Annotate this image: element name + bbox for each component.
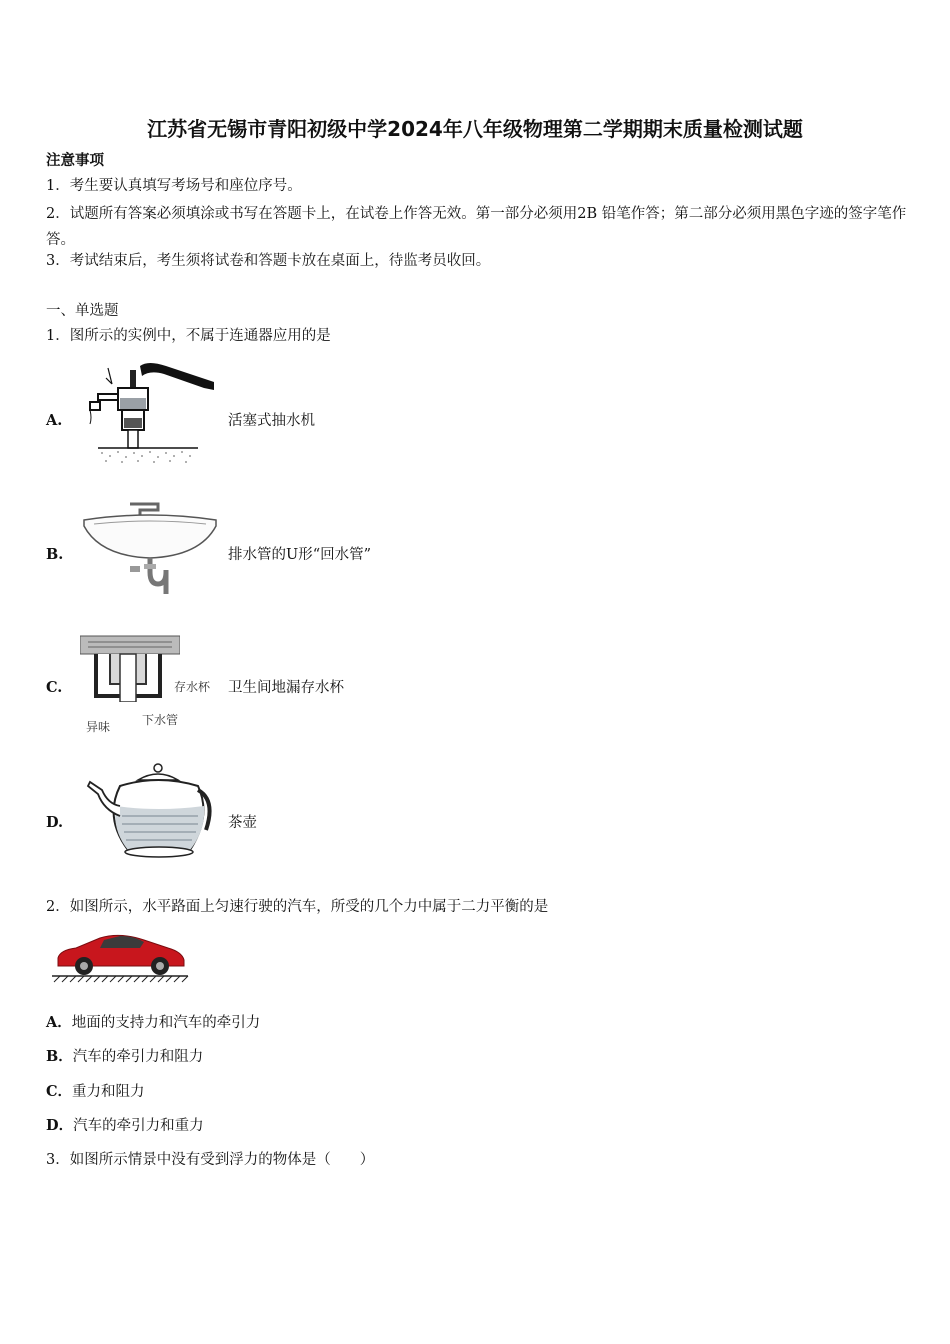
drain-pipe-label: 下水管 (142, 713, 179, 727)
q2-option-d (46, 1116, 204, 1136)
piston-pump-figure (78, 360, 223, 468)
notice-heading: 注意事项 (46, 152, 104, 169)
section-heading: 一、单选题 (46, 303, 119, 319)
q1-option-b-text: 排水管的U形“回水管” (228, 547, 372, 563)
q2-option-d-letter: D． (46, 1117, 74, 1134)
q2-option-d-text: 汽车的牵引力和重力 (73, 1118, 204, 1134)
notice-item-1: 1．考生要认真填写考场号和座位序号。 (46, 178, 302, 194)
teapot-figure (80, 760, 215, 865)
q2-option-b-text: 汽车的牵引力和阻力 (72, 1049, 204, 1065)
page-title: 江苏省无锡市青阳初级中学2024年八年级物理第二学期期末质量检测试题 (147, 117, 803, 141)
drain-cup-label: 存水杯 (174, 680, 211, 694)
q1-option-a-letter: A. (46, 412, 63, 429)
q1-option-c-text: 卫生间地漏存水杯 (228, 680, 344, 696)
red-car-figure (50, 928, 190, 984)
notice-item-2: 2．试题所有答案必须填涂或书写在答题卡上，在试卷上作答无效。第一部分必须用2B 铅笔作答；第二部分必须用黑色字迹的签字笔作答。 (46, 206, 907, 248)
q2-option-c (46, 1082, 145, 1102)
q1-option-a-text: 活塞式抽水机 (228, 413, 315, 429)
drain-odor-label: 异味 (86, 720, 111, 734)
notice-item-3: 3．考试结束后，考生须将试卷和答题卡放在桌面上，待监考员收回。 (46, 253, 491, 269)
q2-option-a-text: 地面的支持力和汽车的牵引力 (71, 1015, 261, 1031)
q2-option-c-letter: C． (46, 1083, 73, 1100)
q2-option-a (46, 1013, 260, 1033)
question-2-stem: 2．如图所示，水平路面上匀速行驶的汽车，所受的几个力中属于二力平衡的是 (46, 899, 549, 915)
sink-u-trap-figure (80, 500, 220, 600)
q2-option-b-letter: B． (46, 1048, 73, 1065)
question-1-stem: 1．图所示的实例中，不属于连通器应用的是 (46, 328, 331, 344)
q1-option-b-letter: B. (46, 546, 64, 563)
q1-option-d-text: 茶壶 (228, 815, 257, 831)
floor-drain-figure (80, 632, 180, 702)
q1-option-c-letter: C. (46, 679, 63, 696)
q2-option-a-letter: A． (46, 1014, 72, 1031)
q2-option-c-text: 重力和阻力 (72, 1084, 145, 1100)
q1-option-d-letter: D. (46, 814, 64, 831)
q2-option-b (46, 1047, 203, 1067)
question-3-stem: 3．如图所示情景中没有受到浮力的物体是（ ） (46, 1152, 375, 1168)
